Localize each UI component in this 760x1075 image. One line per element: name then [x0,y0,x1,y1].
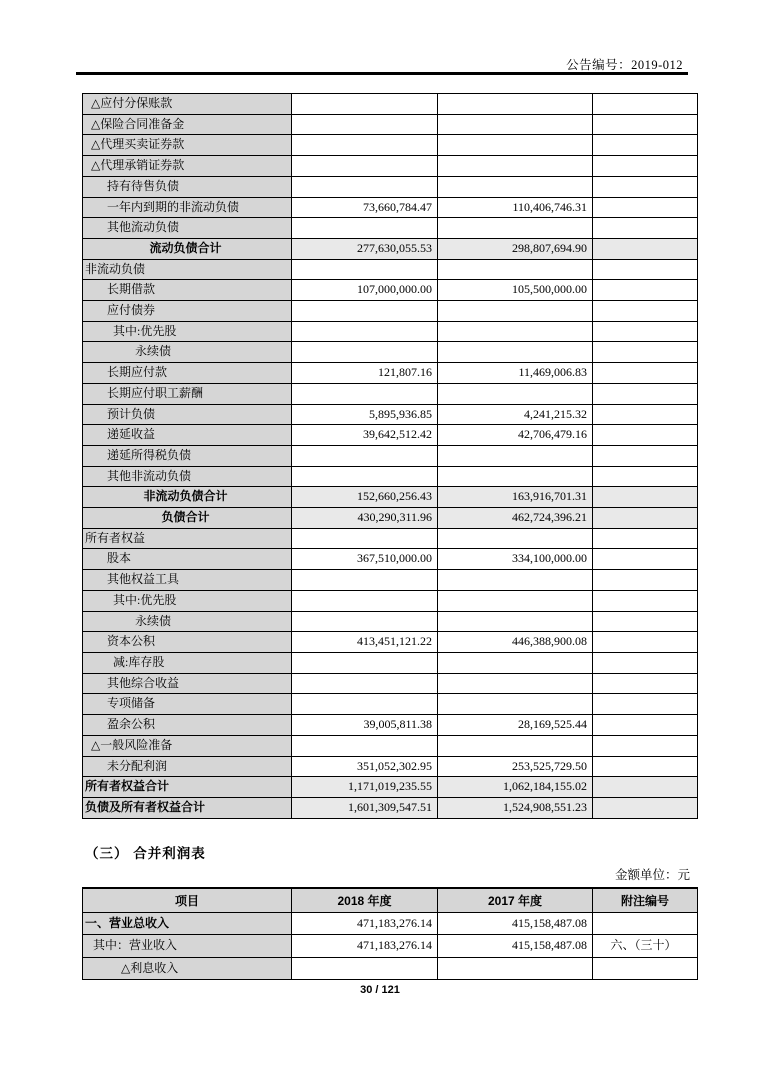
current-amount-cell [292,652,438,673]
balance-sheet-row [83,363,698,384]
balance-sheet-row [83,756,698,777]
current-amount-cell [292,301,438,322]
balance-sheet-row [83,135,698,156]
row-label-cell: 其中：营业收入 [83,935,292,958]
prior-amount-cell: 462,724,396.21 [438,508,593,529]
row-label-cell: 未分配利润 [83,756,292,777]
prior-amount-cell [438,694,593,715]
balance-sheet-row [83,590,698,611]
income-column-header-3: 附注编号 [593,888,698,912]
balance-sheet-table [82,93,698,819]
note-cell [593,797,698,818]
current-amount-cell [292,259,438,280]
balance-sheet-row [83,777,698,798]
prior-amount-cell: 1,524,908,551.23 [438,797,593,818]
income-column-header-1: 2018 年度 [292,888,438,912]
current-amount-cell: 1,601,309,547.51 [292,797,438,818]
balance-sheet-row [83,259,698,280]
income-statement-row [83,957,698,980]
balance-sheet-row [83,176,698,197]
balance-sheet-row [83,715,698,736]
prior-amount-cell: 4,241,215.32 [438,404,593,425]
prior-amount-cell: 163,916,701.31 [438,487,593,508]
current-amount-cell: 39,005,811.38 [292,715,438,736]
note-cell [593,652,698,673]
note-cell [593,756,698,777]
row-label-cell: 所有者权益 [83,528,292,549]
prior-amount-cell [438,156,593,177]
balance-sheet-row [83,445,698,466]
prior-amount-cell: 415,158,487.08 [438,912,593,935]
prior-amount-cell [438,528,593,549]
prior-amount-cell [438,735,593,756]
note-cell [593,715,698,736]
row-label-cell: 非流动负债合计 [83,487,292,508]
current-amount-cell: 73,660,784.47 [292,197,438,218]
prior-amount-cell [438,652,593,673]
note-cell [593,957,698,980]
current-amount-cell: 471,183,276.14 [292,935,438,958]
page-number: 30 / 121 [360,984,400,996]
balance-sheet-row [83,301,698,322]
row-label-cell: 负债及所有者权益合计 [83,797,292,818]
note-cell [593,135,698,156]
current-amount-cell [292,673,438,694]
current-amount-cell [292,528,438,549]
prior-amount-cell: 446,388,900.08 [438,632,593,653]
row-label-cell: △代理买卖证券款 [83,135,292,156]
note-cell [593,321,698,342]
current-amount-cell [292,466,438,487]
row-label-cell: 盈余公积 [83,715,292,736]
current-amount-cell: 107,000,000.00 [292,280,438,301]
prior-amount-cell: 253,525,729.50 [438,756,593,777]
current-amount-cell: 413,451,121.22 [292,632,438,653]
balance-sheet-row [83,218,698,239]
note-cell [593,632,698,653]
note-cell [593,156,698,177]
note-cell [593,735,698,756]
prior-amount-cell [438,301,593,322]
balance-sheet-row [83,549,698,570]
row-label-cell: 资本公积 [83,632,292,653]
income-statement-row [83,935,698,958]
current-amount-cell: 351,052,302.95 [292,756,438,777]
row-label-cell: 长期应付职工薪酬 [83,383,292,404]
current-amount-cell [292,383,438,404]
row-label-cell: 永续债 [83,342,292,363]
current-amount-cell [292,156,438,177]
current-amount-cell [292,590,438,611]
prior-amount-cell: 110,406,746.31 [438,197,593,218]
prior-amount-cell: 334,100,000.00 [438,549,593,570]
income-statement-table [82,887,698,980]
row-label-cell: 长期应付款 [83,363,292,384]
row-label-cell: 其中:优先股 [83,321,292,342]
balance-sheet-row [83,238,698,259]
current-amount-cell: 39,642,512.42 [292,425,438,446]
current-amount-cell: 5,895,936.85 [292,404,438,425]
current-amount-cell [292,321,438,342]
note-cell [593,197,698,218]
balance-sheet-row [83,383,698,404]
row-label-cell: △代理承销证券款 [83,156,292,177]
note-cell [593,445,698,466]
prior-amount-cell: 42,706,479.16 [438,425,593,446]
note-cell [593,280,698,301]
current-amount-cell: 152,660,256.43 [292,487,438,508]
row-label-cell: 减:库存股 [83,652,292,673]
row-label-cell: 其他综合收益 [83,673,292,694]
current-amount-cell [292,135,438,156]
balance-sheet-row [83,694,698,715]
row-label-cell: 一、营业总收入 [83,912,292,935]
header-rule [76,72,688,75]
balance-sheet-row [83,321,698,342]
row-label-cell: 专项储备 [83,694,292,715]
balance-sheet-row [83,114,698,135]
current-amount-cell [292,114,438,135]
prior-amount-cell [438,383,593,404]
balance-sheet-row [83,487,698,508]
note-cell [593,528,698,549]
note-cell [593,777,698,798]
current-amount-cell: 121,807.16 [292,363,438,384]
current-amount-cell [292,957,438,980]
note-cell [593,694,698,715]
note-cell [593,508,698,529]
balance-sheet-row [83,528,698,549]
prior-amount-cell [438,673,593,694]
row-label-cell: 其他非流动负债 [83,466,292,487]
balance-sheet-row [83,611,698,632]
prior-amount-cell: 1,062,184,155.02 [438,777,593,798]
note-cell [593,114,698,135]
prior-amount-cell [438,611,593,632]
note-cell [593,94,698,115]
row-label-cell: △保险合同准备金 [83,114,292,135]
current-amount-cell [292,694,438,715]
balance-sheet-row [83,404,698,425]
row-label-cell: 预计负债 [83,404,292,425]
current-amount-cell: 1,171,019,235.55 [292,777,438,798]
current-amount-cell [292,218,438,239]
prior-amount-cell: 11,469,006.83 [438,363,593,384]
prior-amount-cell [438,321,593,342]
note-cell [593,912,698,935]
amount-unit-label: 金额单位：元 [614,868,690,882]
prior-amount-cell [438,259,593,280]
balance-sheet-row [83,280,698,301]
prior-amount-cell [438,114,593,135]
note-cell [593,570,698,591]
current-amount-cell [292,94,438,115]
prior-amount-cell: 28,169,525.44 [438,715,593,736]
income-statement-row [83,912,698,935]
current-amount-cell: 277,630,055.53 [292,238,438,259]
balance-sheet-row [83,466,698,487]
prior-amount-cell [438,94,593,115]
balance-sheet-row [83,425,698,446]
income-column-header-0: 项目 [83,888,292,912]
row-label-cell: 所有者权益合计 [83,777,292,798]
prior-amount-cell [438,342,593,363]
current-amount-cell [292,735,438,756]
balance-sheet-row [83,570,698,591]
note-cell [593,487,698,508]
prior-amount-cell [438,218,593,239]
note-cell [593,590,698,611]
balance-sheet-row [83,197,698,218]
note-cell [593,404,698,425]
current-amount-cell [292,445,438,466]
current-amount-cell [292,176,438,197]
row-label-cell: 长期借款 [83,280,292,301]
balance-sheet-row [83,652,698,673]
note-cell [593,425,698,446]
prior-amount-cell [438,176,593,197]
balance-sheet-row [83,673,698,694]
balance-sheet-row [83,735,698,756]
row-label-cell: 一年内到期的非流动负债 [83,197,292,218]
prior-amount-cell [438,957,593,980]
prior-amount-cell [438,445,593,466]
note-cell [593,383,698,404]
row-label-cell: △应付分保账款 [83,94,292,115]
row-label-cell: 永续债 [83,611,292,632]
current-amount-cell [292,611,438,632]
note-cell [593,611,698,632]
row-label-cell: △利息收入 [83,957,292,980]
announcement-number: 公告编号：2019-012 [566,58,683,72]
current-amount-cell: 367,510,000.00 [292,549,438,570]
balance-sheet-row [83,94,698,115]
current-amount-cell [292,342,438,363]
prior-amount-cell: 415,158,487.08 [438,935,593,958]
balance-sheet-row [83,508,698,529]
note-cell [593,549,698,570]
note-cell [593,673,698,694]
row-label-cell: 负债合计 [83,508,292,529]
note-cell [593,466,698,487]
row-label-cell: 其他权益工具 [83,570,292,591]
note-cell [593,363,698,384]
row-label-cell: 递延所得税负债 [83,445,292,466]
row-label-cell: 股本 [83,549,292,570]
row-label-cell: 其他流动负债 [83,218,292,239]
note-cell: 六、（三十） [593,935,698,958]
income-header-row [83,888,698,912]
balance-sheet-row [83,342,698,363]
row-label-cell: 应付债券 [83,301,292,322]
income-statement-section-title: （三） 合并利润表 [85,846,206,861]
row-label-cell: △一般风险准备 [83,735,292,756]
note-cell [593,301,698,322]
prior-amount-cell [438,570,593,591]
row-label-cell: 非流动负债 [83,259,292,280]
prior-amount-cell [438,590,593,611]
row-label-cell: 持有待售负债 [83,176,292,197]
note-cell [593,238,698,259]
note-cell [593,259,698,280]
row-label-cell: 递延收益 [83,425,292,446]
row-label-cell: 其中:优先股 [83,590,292,611]
balance-sheet-row [83,156,698,177]
row-label-cell: 流动负债合计 [83,238,292,259]
note-cell [593,176,698,197]
current-amount-cell: 471,183,276.14 [292,912,438,935]
note-cell [593,218,698,239]
prior-amount-cell: 298,807,694.90 [438,238,593,259]
prior-amount-cell [438,466,593,487]
income-column-header-2: 2017 年度 [438,888,593,912]
prior-amount-cell: 105,500,000.00 [438,280,593,301]
current-amount-cell: 430,290,311.96 [292,508,438,529]
note-cell [593,342,698,363]
balance-sheet-row [83,632,698,653]
current-amount-cell [292,570,438,591]
prior-amount-cell [438,135,593,156]
balance-sheet-row [83,797,698,818]
